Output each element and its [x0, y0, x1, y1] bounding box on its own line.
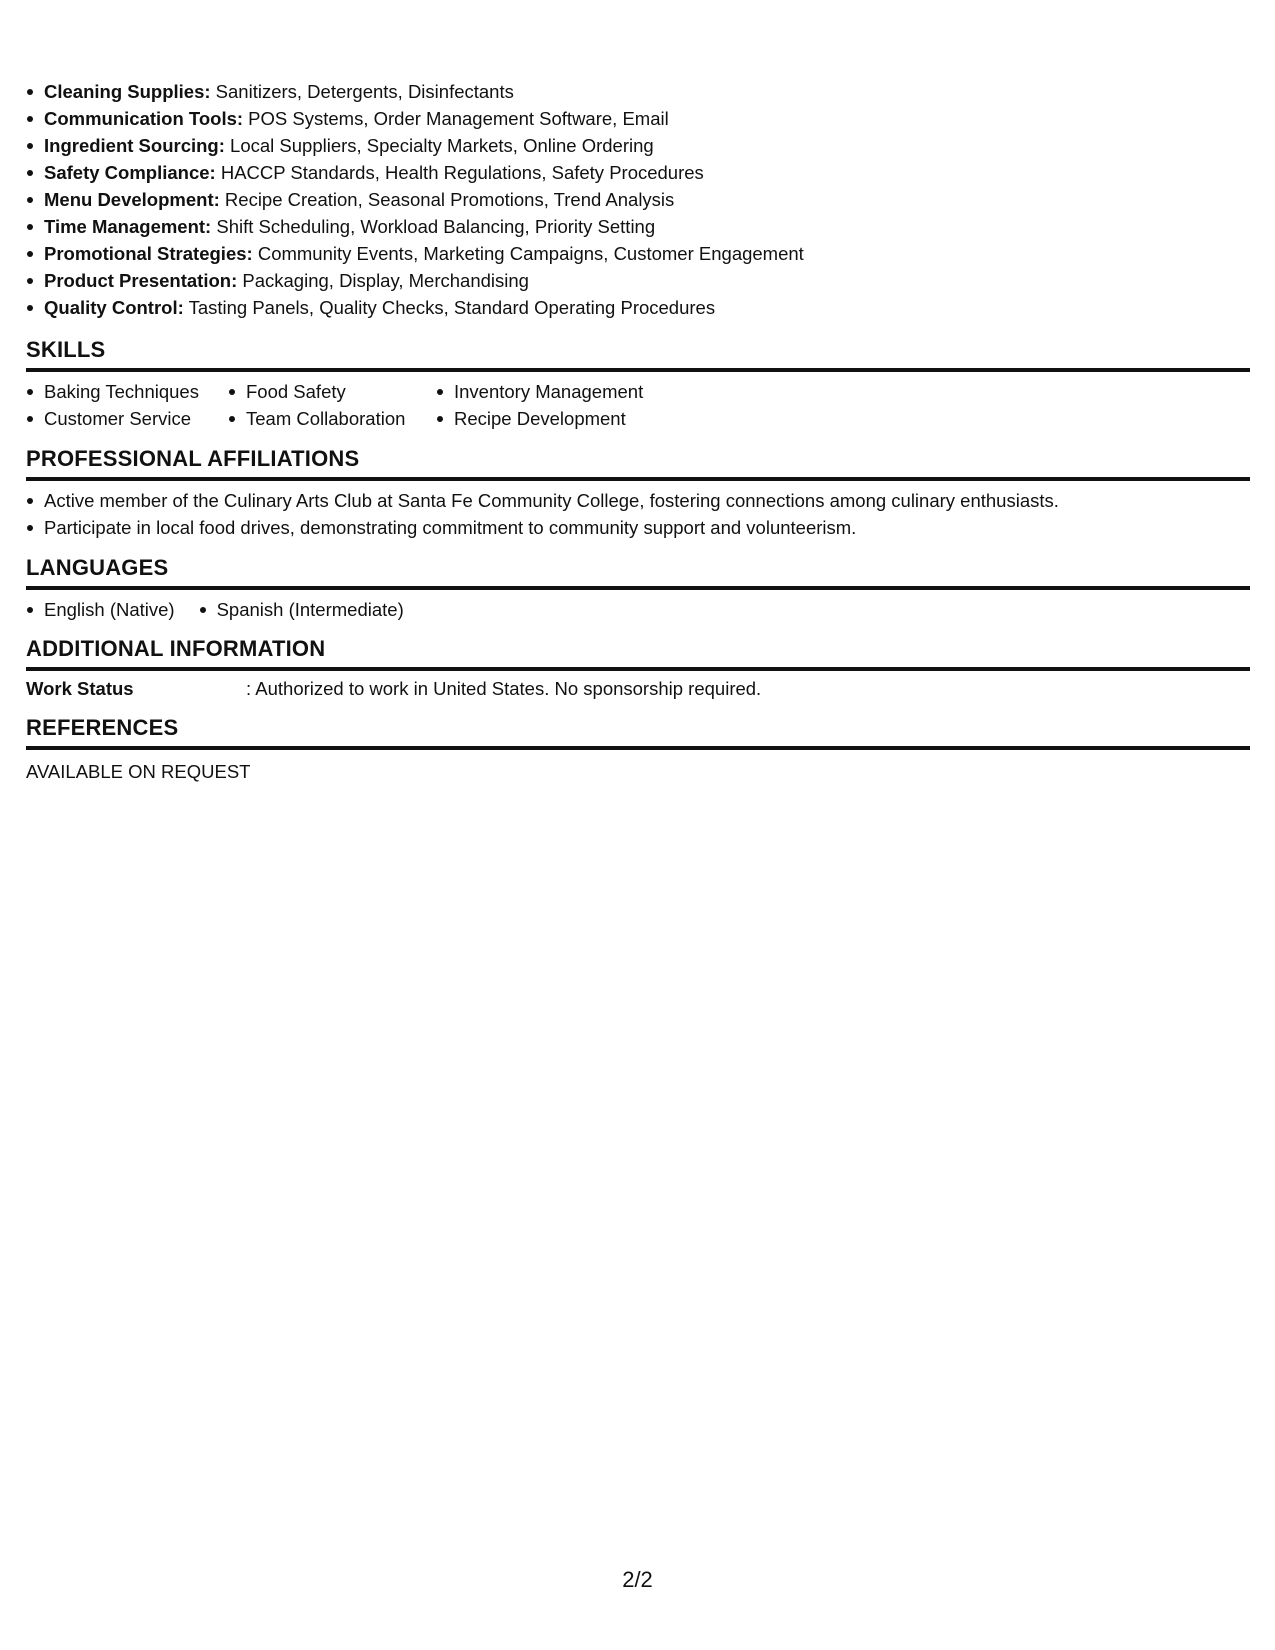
list-item: Participate in local food drives, demonstrating commitment to community support and volunteerism.	[26, 514, 1250, 541]
item-value: Shift Scheduling, Workload Balancing, Priority Setting	[211, 216, 656, 237]
item-label: Product Presentation:	[44, 270, 238, 291]
item-value: POS Systems, Order Management Software, Email	[243, 108, 669, 129]
skill-item: Baking Techniques	[26, 378, 228, 405]
list-item: Active member of the Culinary Arts Club at Santa Fe Community College, fostering connections among culinary enthusiasts.	[26, 487, 1250, 514]
list-item	[26, 294, 1250, 321]
resume-page	[26, 78, 1250, 785]
section-title: SKILLS	[26, 336, 1250, 372]
languages-section	[26, 554, 1250, 623]
language-item: English (Native)	[26, 596, 175, 623]
item-label: Time Management:	[44, 216, 212, 237]
item-label: Quality Control:	[44, 297, 184, 318]
skill-item: Customer Service	[26, 405, 228, 432]
work-status-row	[26, 675, 1250, 702]
item-label: Ingredient Sourcing:	[44, 135, 225, 156]
item-value: Recipe Creation, Seasonal Promotions, Trend Analysis	[219, 189, 675, 210]
item-value: Local Suppliers, Specialty Markets, Online Ordering	[224, 135, 654, 156]
item-label: Cleaning Supplies:	[44, 81, 211, 102]
tools-list	[26, 78, 1250, 321]
list-item	[26, 159, 1250, 186]
list-item	[26, 132, 1250, 159]
skill-item: Team Collaboration	[228, 405, 436, 432]
language-item: Spanish (Intermediate)	[199, 596, 404, 623]
item-value: Sanitizers, Detergents, Disinfectants	[210, 81, 514, 102]
list-item	[26, 213, 1250, 240]
list-item	[26, 105, 1250, 132]
list-item	[26, 78, 1250, 105]
references-text: AVAILABLE ON REQUEST	[26, 761, 251, 782]
page-number: 2/2	[622, 1567, 653, 1592]
affiliations-section	[26, 445, 1250, 541]
section-title: ADDITIONAL INFORMATION	[26, 635, 1250, 671]
item-value: Packaging, Display, Merchandising	[237, 270, 529, 291]
item-label: Promotional Strategies:	[44, 243, 253, 264]
languages-list	[26, 596, 1250, 623]
skill-item: Recipe Development	[436, 405, 736, 432]
work-status-value: : Authorized to work in United States. No sponsorship required.	[246, 678, 762, 699]
section-title: LANGUAGES	[26, 554, 1250, 590]
additional-section	[26, 635, 1250, 702]
section-title: REFERENCES	[26, 714, 1250, 750]
skills-list	[26, 378, 1250, 432]
list-item	[26, 240, 1250, 267]
item-label: Menu Development:	[44, 189, 220, 210]
item-label: Communication Tools:	[44, 108, 244, 129]
section-title: PROFESSIONAL AFFILIATIONS	[26, 445, 1250, 481]
skill-item: Inventory Management	[436, 378, 736, 405]
item-value: HACCP Standards, Health Regulations, Safety Procedures	[215, 162, 704, 183]
list-item	[26, 186, 1250, 213]
affiliations-list	[26, 487, 1250, 541]
item-value: Community Events, Marketing Campaigns, Customer Engagement	[252, 243, 804, 264]
list-item	[26, 267, 1250, 294]
work-status-label: Work Status	[26, 678, 134, 699]
item-label: Safety Compliance:	[44, 162, 216, 183]
references-section	[26, 714, 1250, 785]
skills-section	[26, 336, 1250, 432]
skill-item: Food Safety	[228, 378, 436, 405]
item-value: Tasting Panels, Quality Checks, Standard Operating Procedures	[183, 297, 716, 318]
